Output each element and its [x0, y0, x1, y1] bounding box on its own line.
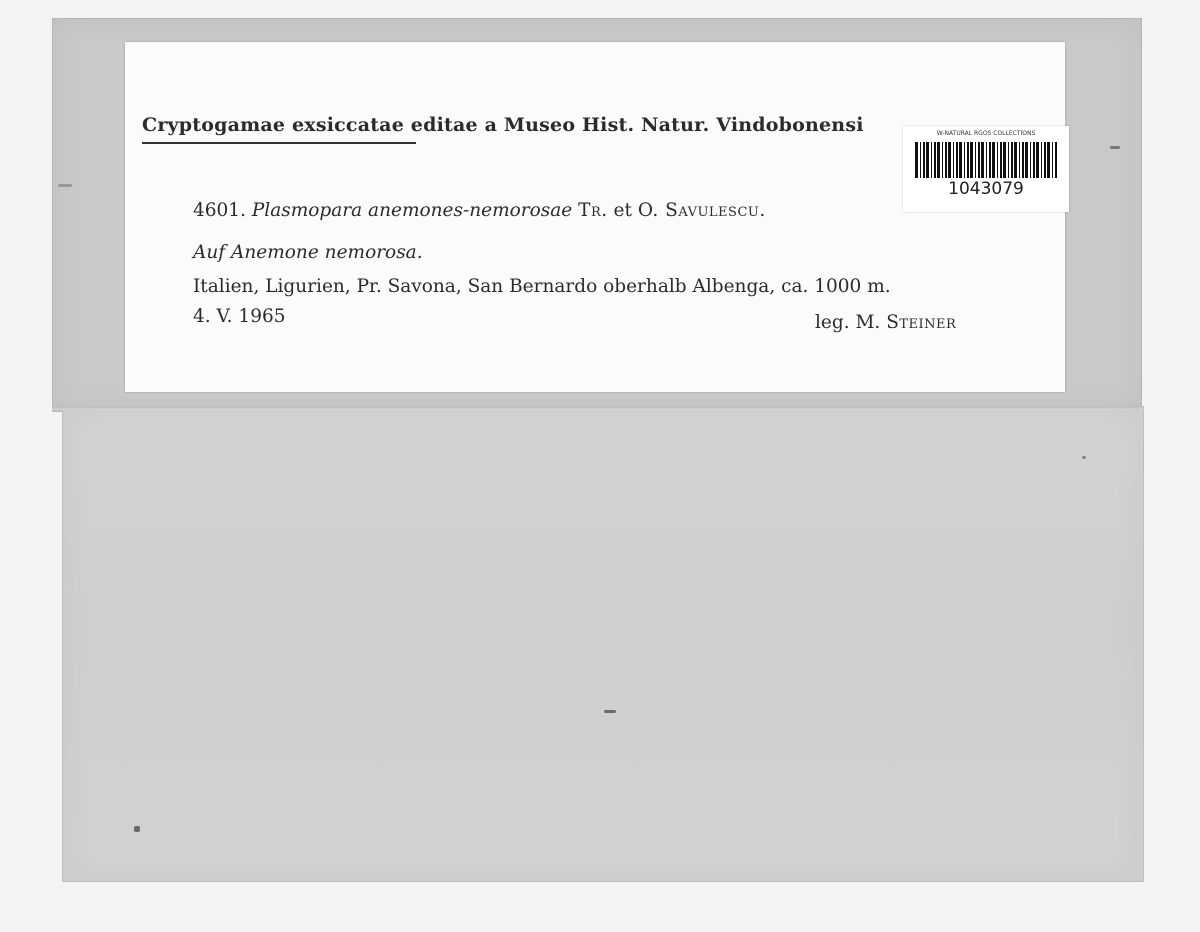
barcode-sticker	[903, 126, 1069, 212]
specimen-label	[125, 42, 1065, 392]
barcode-header: W-NATURAL RGOS COLLECTIONS	[936, 130, 1036, 137]
speck	[134, 826, 140, 832]
speck	[604, 710, 616, 713]
exsiccata-number: 4601.	[193, 200, 246, 221]
barcode-number: 1043079	[948, 179, 1024, 199]
collector-line	[815, 312, 956, 333]
speck	[1110, 146, 1120, 149]
collector-prefix: leg. M.	[815, 312, 881, 333]
host-name: Anemone nemorosa.	[231, 242, 423, 263]
taxon-name: Plasmopara anemones-nemorosae	[251, 200, 573, 221]
exsiccata-entry	[193, 200, 766, 221]
collector-name: Steiner	[886, 312, 957, 333]
series-underline	[142, 142, 416, 144]
author-b: O. Savulescu.	[637, 200, 766, 221]
speck	[58, 184, 72, 187]
host-prefix: Auf	[193, 242, 226, 263]
author-et: et	[613, 200, 632, 221]
barcode-bars	[915, 142, 1057, 178]
fold-line	[52, 406, 1144, 410]
collection-date: 4. V. 1965	[193, 306, 286, 327]
packet-body	[62, 406, 1144, 882]
host-line	[193, 242, 423, 263]
author-a: Tr.	[578, 200, 608, 221]
series-title: Cryptogamae exsiccatae editae a Museo Hist. Natur. Vindobonensi	[142, 114, 864, 136]
locality: Italien, Ligurien, Pr. Savona, San Bernardo oberhalb Albenga, ca. 1000 m.	[193, 276, 891, 297]
speck	[1082, 456, 1086, 459]
